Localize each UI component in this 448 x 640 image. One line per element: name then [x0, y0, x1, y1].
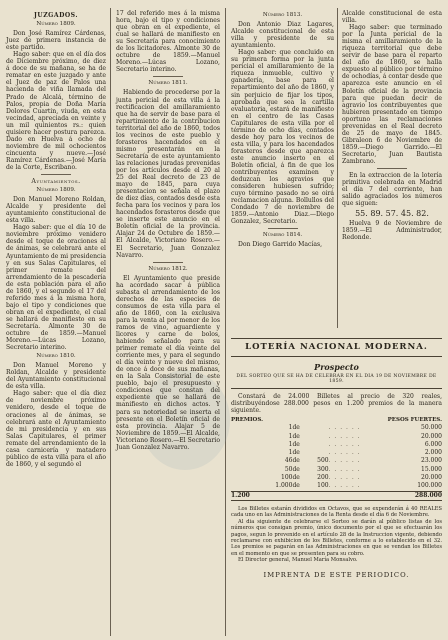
- prize-value: 200: [317, 474, 329, 482]
- notice-number: Número 1814.: [262, 232, 303, 239]
- prize-de: de: [292, 457, 300, 465]
- prize-value: [307, 449, 329, 457]
- prize-count: 46: [284, 457, 293, 465]
- prize-total: 20.000: [421, 432, 442, 440]
- prize-total: 2.000: [424, 449, 442, 457]
- prize-value: [307, 424, 329, 432]
- prize-dots: . . . . . .: [328, 482, 361, 490]
- section-header: JUZGADOS.: [34, 12, 78, 19]
- prize-value: 100: [317, 482, 329, 490]
- notice-text: Hago saber: que concluido en su primera forma por la junta pericial el amillaramiento de la riqueza inmueble, cultivo y ganadería, base para el repartimiento del año de 1860, y sin perjuicio de fijar los tipos, aprobada que sea la cartilla evaluatoria, estará de manifiesto en el centro de las Casas Capitulares de esta villa por el término de ocho días, contados desde hoy para los vecinos de esta villa, y para los hacendados forasteros desde que aparezca este anuncio inserto en el Boletín oficial, á fin de que los contribuyentes examinen y deduzcan los agravios que consideren hubiesen sufrido; cuyo término pasado no se oirá reclamacion alguna. Bollullos del Condado 7 de noviembre de 1859.—Antonio Diaz.—Diego Gonzalez, Secretario.: [231, 49, 334, 226]
- lottery-note: Al dia siguiente de celebrarse el Sorteo se darán al público listas de los números que consigan premio, único documento por el que se efectuarán los pagos, segun lo prevenido en el artículo 28 de la Instruccion vigente, debiendo reclamarse con exhibicion de los Billetes, conforme a lo establecido en el 32. Los premios se pagarán en las Administraciones en que se vendan los Billetes en el momento en que se presenten para su cobro.: [231, 518, 442, 557]
- prize-de: de: [292, 432, 300, 440]
- prize-count: 1.000: [275, 482, 293, 490]
- notice-number: Número 1810.: [36, 353, 76, 360]
- notice-text: Hago saber: que terminado por la Junta pericial de la misma el amillaramiento de la riqueza territorial que debe servir de base para el reparto del año de 1860, se halla expuesto al público por término de ochodías, á contar desde que aparezca este anuncio en el Boletín oficial de la provincia para que puedan decir de agravio los contribuyentes que hubieren presentado en tiempo oportuno las reclamaciones prevenidas en el Real decreto de 25 de mayo de 1845. Gibraleon 6 de Noviembre de 1859.—Diego Garrido.—El Secretario, Juan Bautista Zambrano.: [342, 24, 442, 165]
- column-2: [116, 10, 220, 451]
- separator: [231, 388, 442, 389]
- prize-count: 1: [288, 424, 293, 432]
- prize-count: 1: [288, 449, 293, 457]
- prize-header-right: PESOS FUERTES.: [387, 417, 442, 423]
- prize-total: 6.000: [424, 440, 442, 448]
- notice-number: Número 1811.: [148, 80, 188, 87]
- notice-text: Don Manuel Moreno y Roldan, Alcalde y presidente del Ayuntamiento constitucional de esta villa.: [6, 362, 106, 391]
- prize-table: [231, 416, 442, 501]
- lottery-intro: Constará de 24.000 Billetes al precio de 320 reales, distribuyéndose 288.000 pesos en 1.200 premios de la manera siguiente.: [231, 393, 442, 414]
- notice-text: Don Diego Garrido Macías,: [238, 241, 323, 249]
- prize-dots: . . . . . .: [328, 440, 361, 448]
- separator: [231, 338, 442, 339]
- prize-value: 500: [317, 457, 329, 465]
- column-3: [231, 10, 334, 340]
- section-header: Ayuntamientos.: [31, 178, 81, 186]
- lottery-numbers: 55. 89. 57. 45. 82.: [355, 209, 429, 219]
- separator: [153, 262, 183, 263]
- prize-de: de: [292, 465, 300, 473]
- separator: [268, 228, 298, 229]
- prize-value: [307, 433, 329, 441]
- notice-text: 17 del referido mes á la misma hora, bajo el tipo y condiciones que obran en el expediente, el cual se hallará de manifiesto en su Secretaría para conocimiento de los licitadores. Almonte 30 de octubre de 1859.—Manuel Moreno.—Lúcas Lozano, Secretario interino.: [116, 10, 220, 74]
- prize-total-count: 1.200: [231, 491, 292, 500]
- notice-text: Don José Ramírez Cárdenas, Juez de primera instancia de este partido.: [6, 30, 106, 52]
- notice-number: Número 1809.: [36, 21, 76, 28]
- prize-row: [231, 482, 442, 491]
- prize-dots: . . . . . .: [328, 432, 361, 440]
- notice-text: El Ayuntamiento que preside ha acordado sacar á pública subasta el arrendamiento de los derechos de las especies de consumos de esta villa para el año de 1860, con la exclusiva para la venta al por menor de los ramos de vino, aguardiente y licores y carne de bolos, habiendo señalado para su primer remate el día veinte del corriente mes, y para el segundo el día veinte y nueve del mismo, de once á doce de sus mañanas, en la Sala Consistorial de este pueblo, bajo el presupuesto y condiciones que constan del expediente que se hallará de manifiesto en dichos actos. Y para su notoriedad se inserta el presente en el Boletín oficial de esta provincia. Alajar 5 de Noviembre de 1859.—El Alcalde, Victoriano Rosero.—El Secretario Juan Gonzalez Navarro.: [116, 274, 220, 451]
- column-4: [342, 10, 442, 340]
- prize-total-amount: 288.000: [390, 491, 442, 500]
- column-divider: [225, 8, 226, 636]
- prize-row: [231, 466, 442, 474]
- notice-number: Número 1812.: [148, 265, 188, 272]
- notice-text: Hago saber: que en el día dos de Diciembre próximo, de diez á doce de su mañana, se ha de rematar en este juzgado y ante el Juez de paz de Palos una hacienda de viña llamada del Prado de Alcalá, término de Palos, propia de Doña María Dolores Cuartin, viuda, en esta vecindad, apreciada en veinte y un mil quinientos rs.: quien quisiere hacer postura parezca. Dado en Huelva á ocho de noviembre de mil ochocientos cincuenta y nueve.—José Ramírez Cárdenas.—José María de la Corte, Escribano.: [6, 51, 106, 171]
- prize-row: [231, 424, 442, 432]
- separator: [41, 174, 71, 175]
- lottery-draw-date: DEL SORTEO QUE SE HA DE CELEBRAR EN EL DIA 19 DE NOVIEMBRE DE 1859.: [236, 374, 437, 384]
- prize-value: 300: [317, 465, 329, 473]
- printer-line: IMPRENTA DE ESTE PERIODICO.: [263, 570, 410, 579]
- prize-row: [231, 474, 442, 482]
- notice-text: En la extraccion de la lotería primitiva celebrada en Madrid el día 7 del corriente, han salido agraciados los números que siguen:: [342, 172, 442, 208]
- prize-dots: . . . . . .: [328, 465, 361, 473]
- prize-total: 15.000: [421, 465, 442, 473]
- prize-total-row: [231, 491, 442, 500]
- prize-dots: . . . . . .: [328, 457, 361, 465]
- prize-count: 100: [281, 474, 293, 482]
- prize-total: 20.000: [421, 474, 442, 482]
- lottery-title: LOTERÍA NACIONAL MODERNA.: [245, 342, 428, 352]
- lottery-section: [231, 334, 442, 579]
- prize-total: 50.000: [421, 424, 442, 432]
- prize-de: de: [292, 449, 300, 457]
- prize-de: de: [292, 440, 300, 448]
- prize-row: [231, 433, 442, 441]
- prize-row: [231, 449, 442, 457]
- column-divider: [110, 8, 111, 636]
- notice-text: Hago saber: que el día diez de noviembre próximo venidero, desde el toque de oraciones al de ánimas, se celebrará ante el Ayuntamiento de mi presidencia y en sus Salas Capitulares, el primer remate del arrendamiento de la casa carnicería y matadero público de esta villa para el año de 1860, y el segundo el: [6, 390, 106, 468]
- prize-count: 50: [284, 465, 293, 473]
- prize-row: [231, 441, 442, 449]
- lottery-subtitle: Prospecto: [314, 362, 359, 372]
- notice-text: Alcalde constitucional de esta villa.: [342, 10, 442, 25]
- prize-dots: . . . . . .: [328, 474, 361, 482]
- notice-number: Número 1809.: [36, 187, 76, 194]
- column-divider: [337, 8, 338, 328]
- lottery-note: Los Billetes estarán divididos en Octavos, que se expenderán á 40 REALES cada uno en las Administraciones de la Renta desde el día 6 de Noviembre.: [231, 505, 442, 519]
- prize-header-left: PREMIOS.: [231, 417, 264, 423]
- prize-de: de: [292, 482, 300, 490]
- notice-text: Huelva 9 de Noviembre de 1859.—El Administrador, Redonde.: [342, 220, 442, 242]
- notice-text: Habiendo de procederse por la junta pericial de esta villa á la rectificacion del amillaramiento que ha de servir de base para el repartimiento de la contribucion territorial del año de 1860, todos los vecinos de este pueblo y forasteros hacendados en el mismo presentarán en la Secretaría de este ayuntamiento las relaciones juradas prevenidas por los artículos desde el 20 al 25 del Real decreto de 23 de mayo de 1845, para cuya presentacion se señala el plazo de diez días, contados desde esta fecha para los vecinos y para los hacendados forasteros desde que se inserte este anuncio en el Boletín oficial de la provincia. Alajar 24 de Octubre de 1859.—El Alcalde, Victoriano Rosero.—El Secretario, Juan Gonzalez Navarro.: [116, 89, 220, 259]
- prize-count: 1: [288, 432, 293, 440]
- prize-dots: . . . . . .: [328, 449, 361, 457]
- prize-row: [231, 457, 442, 465]
- column-1: [6, 10, 106, 468]
- notice-text: Hago saber: que el día 10 de noviembre próximo venidero desde el toque de oraciones al de ánimas, se celebrará ante el Ayuntamiento de mi presidencia y en sus Salas Capitulares, el primer remate del arrendamiento de la pescadería de esta población para el año de 1860, y el segundo el 17 del referido mes á la misma hora, bajo el tipo y condiciones que obran en el expediente, el cual se hallará de manifiesto en su Secretaría. Almonte 30 de octubre de 1859.—Manuel Moreno.—Lúcas Lozano, Secretario interino.: [6, 224, 106, 352]
- prize-dots: . . . . . .: [328, 424, 361, 432]
- separator: [377, 168, 407, 169]
- notice-number: Número 1813.: [262, 12, 303, 18]
- separator: [153, 76, 183, 77]
- prize-total: 23.000: [421, 457, 442, 465]
- notice-text: Don Antonio Diaz Lagares, Alcalde constitucional de esta villa y presidente de su ayuntamiento.: [231, 21, 334, 50]
- prize-count: 1: [288, 440, 293, 448]
- prize-value: [307, 441, 329, 449]
- separator: [231, 356, 442, 357]
- prize-de: de: [292, 474, 300, 482]
- lottery-signature: El Director general, Manuel María Monsalvo.: [238, 557, 358, 564]
- prize-total: 100.000: [417, 482, 442, 490]
- notice-text: Don Manuel Moreno Roldan, Alcalde y presidente del ayuntamiento constitucional de esta villa.: [6, 196, 106, 225]
- prize-de: de: [292, 424, 300, 432]
